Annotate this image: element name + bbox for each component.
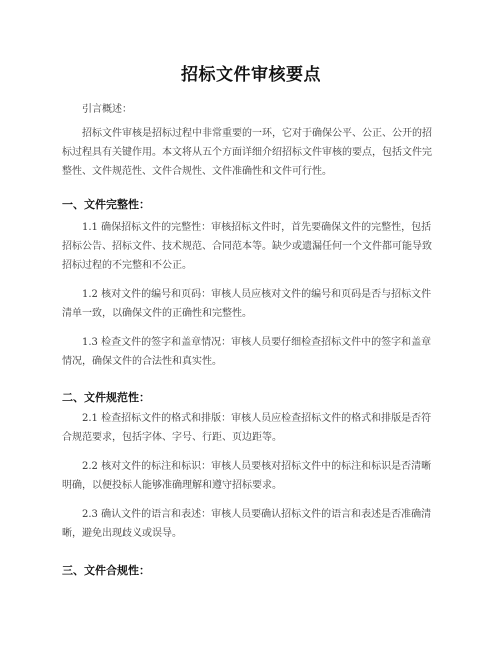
section-heading-3: 三、文件合规性： xyxy=(62,564,150,577)
section-1-item-1: 1.1 确保招标文件的完整性：审核招标文件时，首先要确保文件的完整性，包括招标公告、招标文件、技术规范、合同范本等。缺少或遗漏任何一个文件都可能导致招标过程的不完整和不公正。 xyxy=(62,222,432,271)
section-2-item-2: 2.2 核对文件的标注和标识：审核人员要核对招标文件中的标注和标识是否清晰明确，以便投标人能够准确理解和遵守招标要求。 xyxy=(62,461,432,491)
section-heading-1: 一、文件完整性： xyxy=(62,198,150,211)
intro-label: 引言概述： xyxy=(82,104,132,115)
section-heading-2: 二、文件规范性： xyxy=(62,391,150,404)
section-2-item-3: 2.3 确认文件的语言和表述：审核人员要确认招标文件的语言和表述是否准确清晰，避免出现歧义或误导。 xyxy=(62,509,432,539)
section-1-item-2: 1.2 核对文件的编号和页码：审核人员应核对文件的编号和页码是否与招标文件清单一致，以确保文件的正确性和完整性。 xyxy=(62,289,432,319)
intro-paragraph: 招标文件审核是招标过程中非常重要的一环，它对于确保公平、公正、公开的招标过程具有关键作用。本文将从五个方面详细介绍招标文件审核的要点，包括文件完整性、文件规范性、文件合规性、文件准确性和文件可行性。 xyxy=(62,128,432,177)
section-2-item-1: 2.1 检查招标文件的格式和排版：审核人员应检查招标文件的格式和排版是否符合规范要求，包括字体、字号、行距、页边距等。 xyxy=(62,413,432,443)
section-1-item-3: 1.3 检查文件的签字和盖章情况：审核人员要仔细检查招标文件中的签字和盖章情况，确保文件的合法性和真实性。 xyxy=(62,337,432,367)
document-title: 招标文件审核要点 xyxy=(181,65,321,85)
